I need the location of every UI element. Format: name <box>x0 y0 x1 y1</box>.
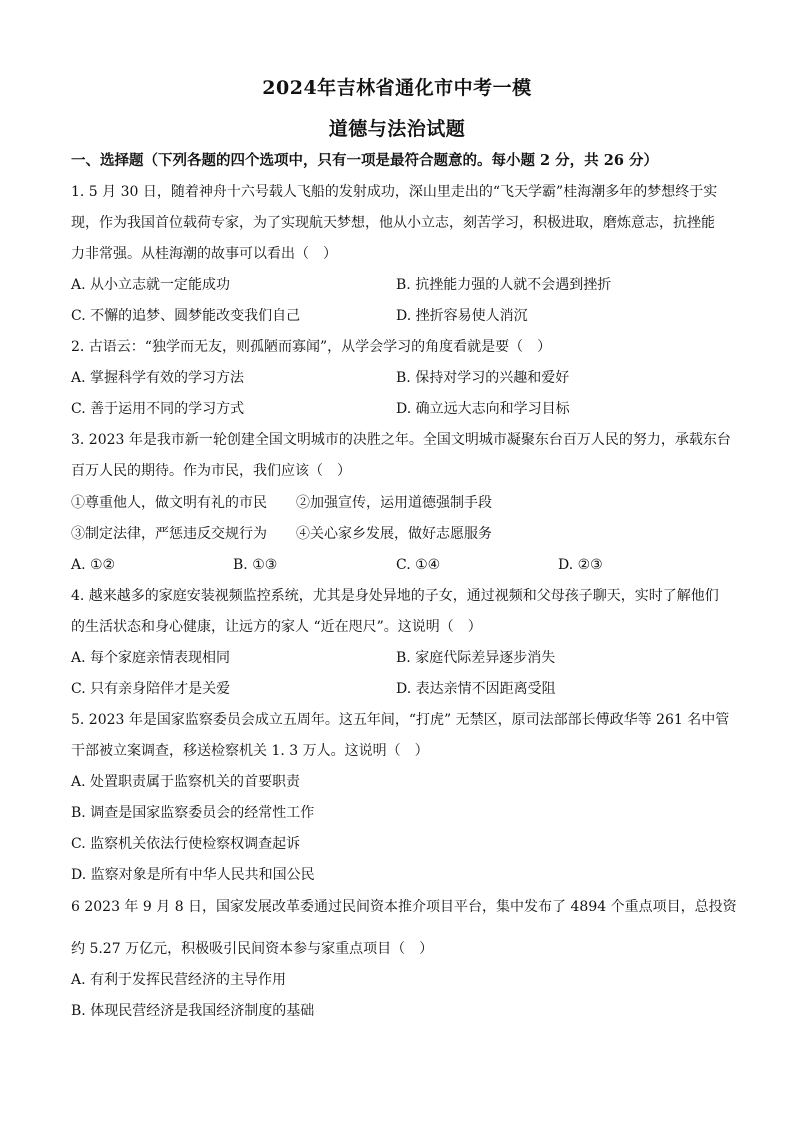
question-5-line-2: 干部被立案调查，移送检察机关 1. 3 万人。这说明（ ） <box>71 743 429 759</box>
question-3-option-d: D. ②③ <box>558 557 603 573</box>
section-heading: 一、选择题（下列各题的四个选项中，只有一项是最符合题意的。每小题 2 分，共 26 分） <box>71 152 658 169</box>
question-3-line-2: 百万人民的期待。作为市民，我们应该（ ） <box>71 463 351 479</box>
question-5-option-b: B. 调查是国家监察委员会的经常性工作 <box>71 805 315 821</box>
question-3-statement-1: ①尊重他人，做文明有礼的市民 <box>71 495 267 511</box>
question-5-option-d: D. 监察对象是所有中华人民共和国公民 <box>71 867 315 883</box>
question-6-option-b: B. 体现民营经济是我国经济制度的基础 <box>71 1003 315 1019</box>
question-5-line-1: 5. 2023 年是国家监察委员会成立五周年。这五年间，“打虎” 无禁区，原司法部部长傅政华等 261 名中管 <box>71 712 730 728</box>
question-6-line-2: 约 5.27 万亿元，积极吸引民间资本参与家重点项目（ ） <box>71 941 434 957</box>
exam-subtitle: 道德与法治试题 <box>328 118 466 140</box>
question-5-option-a: A. 处置职责属于监察机关的首要职责 <box>71 774 301 790</box>
question-4-option-a: A. 每个家庭亲情表现相同 <box>71 650 231 666</box>
question-3-line-1: 3. 2023 年是我市新一轮创建全国文明城市的决胜之年。全国文明城市凝聚东台百万人民的努力，承载东台 <box>71 432 731 448</box>
question-1-option-c: C. 不懈的追梦、圆梦能改变我们自己 <box>71 308 301 324</box>
question-5-option-c: C. 监察机关依法行使检察权调查起诉 <box>71 836 301 852</box>
question-3-statement-2: ②加强宣传，运用道德强制手段 <box>296 495 492 511</box>
question-2-option-b: B. 保持对学习的兴趣和爱好 <box>396 370 570 386</box>
question-2-option-a: A. 掌握科学有效的学习方法 <box>71 370 245 386</box>
question-4-line-1: 4. 越来越多的家庭安装视频监控系统，尤其是身处异地的子女，通过视频和父母孩子聊天，实时了解他们 <box>71 588 719 604</box>
question-4-option-b: B. 家庭代际差异逐步消失 <box>396 650 556 666</box>
question-1-line-1: 1. 5 月 30 日，随着神舟十六号载人飞船的发射成功，深山里走出的“飞天学霸”桂海潮多年的梦想终于实 <box>71 184 718 200</box>
question-4-option-c: C. 只有亲身陪伴才是关爱 <box>71 681 231 697</box>
question-2-line-1: 2. 古语云：“独学而无友，则孤陋而寡闻”，从学会学习的角度看就是要（ ） <box>71 339 552 355</box>
question-3-option-c: C. ①④ <box>396 557 441 573</box>
question-2-option-c: C. 善于运用不同的学习方式 <box>71 401 245 417</box>
question-4-line-2: 的生活状态和身心健康，让远方的家人 “近在咫尺”。这说明（ ） <box>71 619 482 635</box>
question-1-option-b: B. 抗挫能力强的人就不会遇到挫折 <box>396 277 612 293</box>
question-6-line-1: 6 2023 年 9 月 8 日，国家发展改革委通过民间资本推介项目平台，集中发布了 4894 个重点项目，总投资 <box>71 899 737 915</box>
question-6-option-a: A. 有利于发挥民营经济的主导作用 <box>71 972 287 988</box>
question-3-statement-4: ④关心家乡发展，做好志愿服务 <box>296 526 492 542</box>
exam-title: 2024年吉林省通化市中考一模 <box>262 77 532 99</box>
question-2-option-d: D. 确立远大志向和学习目标 <box>396 401 570 417</box>
question-1-line-3: 力非常强。从桂海潮的故事可以看出（ ） <box>71 246 337 262</box>
question-3-option-b: B. ①③ <box>233 557 278 573</box>
question-1-option-a: A. 从小立志就一定能成功 <box>71 277 231 293</box>
question-4-option-d: D. 表达亲情不因距离受阻 <box>396 681 556 697</box>
question-3-option-a: A. ①② <box>71 557 116 573</box>
question-3-statement-3: ③制定法律，严惩违反交规行为 <box>71 526 267 542</box>
question-1-line-2: 现，作为我国首位载荷专家，为了实现航天梦想，他从小立志，刻苦学习，积极进取，磨炼意志，抗挫能 <box>71 215 715 231</box>
question-1-option-d: D. 挫折容易使人消沉 <box>396 308 528 324</box>
